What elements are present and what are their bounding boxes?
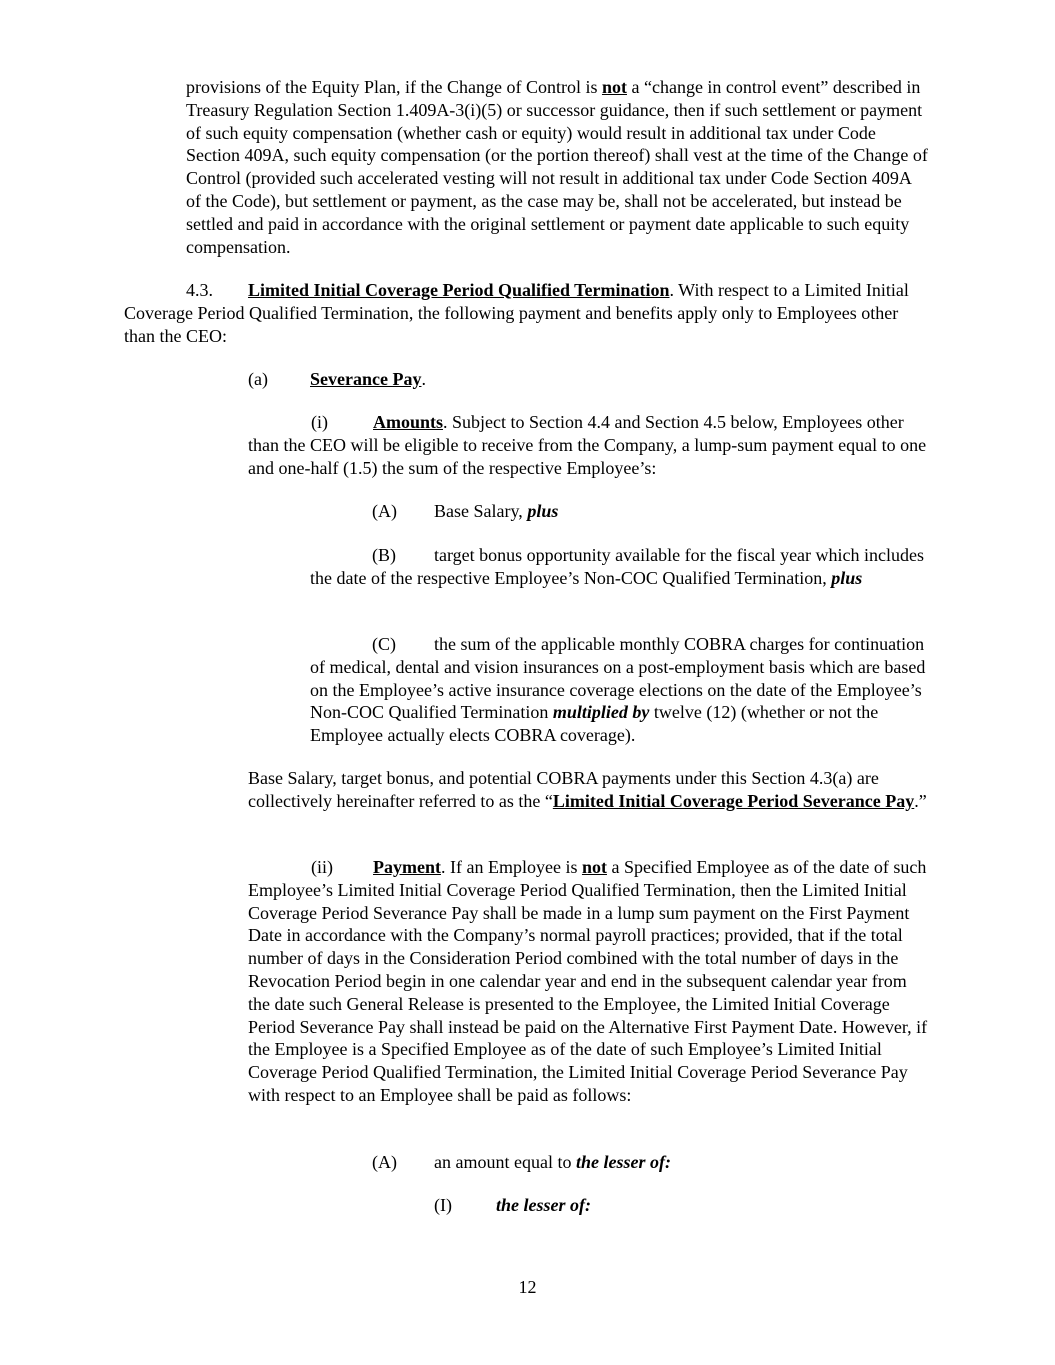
item-number: (A) bbox=[372, 501, 397, 521]
clause-ii-payment: (ii) Payment. If an Employee is not a Specified Employee as of the date of such Employee’s Limited Initial Coverage Period Qualified Termination, then the Limited Initial Coverage Period Severance Pay shall be made in a lump sum payment on the First Payment Date in accordance with the Company’s normal payroll practices; provided, that if the total number of days in the Consideration Period combined with the total number of days in the Revocation Period begin in one calendar year and end in the subsequent calendar year from the date such General Release is presented to the Employee, the Limited Initial Coverage Period Severance Pay shall instead be paid on the Alternative First Payment Date. However, if the Employee is a Specified Employee as of the date of such Employee’s Limited Initial Coverage Period Qualified Termination, the Limited Initial Coverage Period Severance Pay with respect to an Employee shall be paid as follows: bbox=[248, 857, 928, 1105]
emphasis-not: not bbox=[601, 77, 627, 97]
item-c-cobra: (C) the sum of the applicable monthly COBRA charges for continuation of medical, dental and vision insurances on a post-employment basis which are based on the Employee’s active insurance coverage elections on the date of the Employee’s Non-COC Qualified Termination multiplied by twelve (12) (whether or not the Employee actually elects COBRA coverage). bbox=[310, 634, 926, 746]
subsection-a: (a) Severance Pay. bbox=[248, 369, 426, 389]
item-number: (A) bbox=[372, 1152, 397, 1172]
clause-number: (i) bbox=[311, 412, 328, 432]
subsection-number: (a) bbox=[248, 369, 268, 389]
page-number: 12 bbox=[518, 1277, 537, 1297]
item-b-target-bonus: (B) target bonus opportunity available for the fiscal year which includes the date of the respective Employee’s Non-COC Qualified Termination, plus bbox=[310, 545, 925, 588]
emphasis-not: not bbox=[581, 857, 607, 877]
clause-heading: Payment bbox=[373, 857, 441, 877]
subsection-heading: Severance Pay bbox=[310, 369, 422, 389]
section-4-3: 4.3. Limited Initial Coverage Period Qualified Termination. With respect to a Limited Initial Coverage Period Qualified Termination, the following payment and benefits apply only to Employees other than the CEO: bbox=[124, 280, 909, 346]
item-number: (C) bbox=[372, 634, 396, 654]
clause-i-amounts: (i) Amounts. Subject to Section 4.4 and Section 4.5 below, Employees other than the CEO will be eligible to receive from the Company, a lump-sum payment equal to one and one-half (1.5) the sum of the respective Employee’s: bbox=[248, 412, 927, 478]
item-number: (B) bbox=[372, 545, 396, 565]
clause-heading: Amounts bbox=[373, 412, 444, 432]
intro-paragraph: provisions of the Equity Plan, if the Change of Control is not a “change in control event” described in Treasury Regulation Section 1.409A-3(i)(5) or successor guidance, then if such settlement or payment of such equity compensation (whether cash or equity) would result in additional tax under Code Section 409A, such equity compensation (or the portion thereof) shall vest at the time of the Change of Control (provided such accelerated vesting will not result in additional tax under Code Section 409A of the Code), but settlement or payment, as the case may be, shall not be accelerated, but instead be settled and paid in accordance with the original settlement or payment date applicable to such equity compensation. bbox=[186, 77, 928, 257]
item-a-base-salary: (A) Base Salary, plus bbox=[372, 501, 559, 521]
item-i-lesser: (I) the lesser of: bbox=[434, 1195, 591, 1215]
item-number: (I) bbox=[434, 1195, 452, 1215]
section-heading: Limited Initial Coverage Period Qualified Termination bbox=[248, 280, 670, 300]
collective-definition: Base Salary, target bonus, and potential COBRA payments under this Section 4.3(a) are collectively hereinafter referred to as the “Limited Initial Coverage Period Severance Pay.” bbox=[248, 768, 927, 811]
defined-term: Limited Initial Coverage Period Severance Pay bbox=[552, 790, 915, 811]
item-a-amount: (A) an amount equal to the lesser of: bbox=[372, 1152, 671, 1172]
clause-number: (ii) bbox=[311, 857, 333, 877]
section-number: 4.3. bbox=[186, 280, 213, 300]
